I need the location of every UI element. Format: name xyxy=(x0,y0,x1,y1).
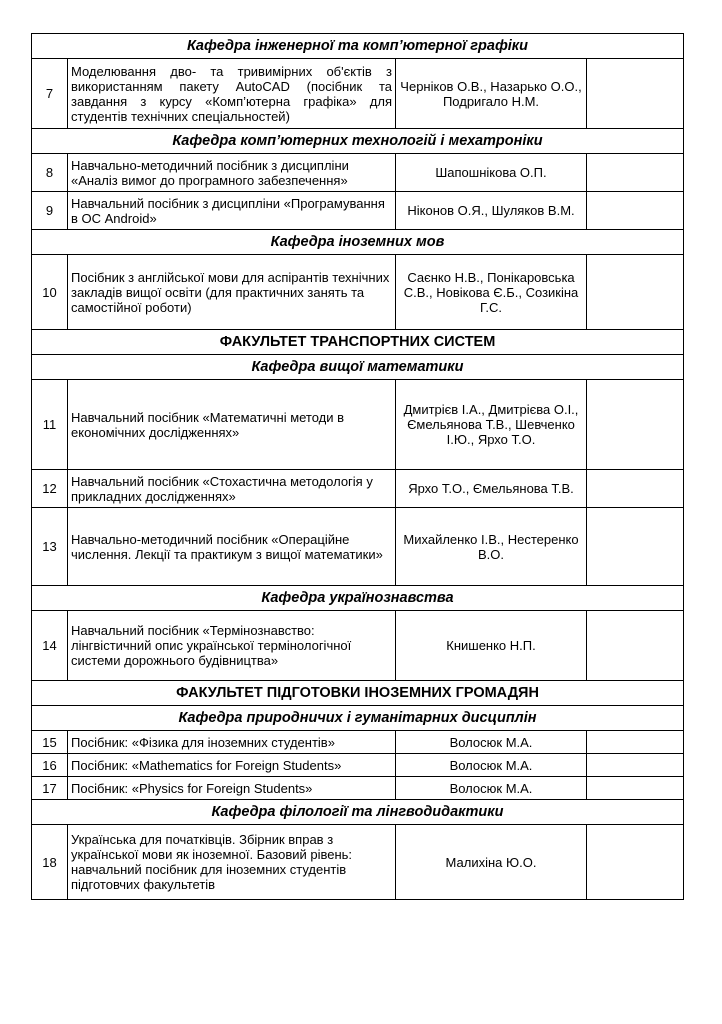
extra-cell xyxy=(587,470,684,508)
row-number: 15 xyxy=(32,731,68,754)
publication-title: Навчально-методичний посібник «Операційне числення. Лекції та практикум з вищої математики» xyxy=(68,508,396,586)
publication-authors: Дмитрієв І.А., Дмитрієва О.І., Ємельянова Т.В., Шевченко І.Ю., Ярхо Т.О. xyxy=(396,380,587,470)
row-number: 17 xyxy=(32,777,68,800)
row-number: 12 xyxy=(32,470,68,508)
publication-authors: Ніконов О.Я., Шуляков В.М. xyxy=(396,192,587,230)
table-row xyxy=(32,255,684,330)
publication-authors: Книшенко Н.П. xyxy=(396,611,587,681)
publications-table xyxy=(31,33,684,900)
extra-cell xyxy=(587,380,684,470)
document-page xyxy=(31,33,683,900)
row-number: 18 xyxy=(32,825,68,900)
publication-title: Навчальний посібник «Термінознавство: лінгвістичний опис української термінологічної системи дорожнього будівництва» xyxy=(68,611,396,681)
faculty-heading: ФАКУЛЬТЕТ ТРАНСПОРТНИХ СИСТЕМ xyxy=(32,330,684,355)
section-row xyxy=(32,34,684,59)
table-row xyxy=(32,777,684,800)
table-row xyxy=(32,754,684,777)
department-heading: Кафедра інженерної та комп’ютерної графіки xyxy=(32,34,684,59)
publication-authors: Ярхо Т.О., Ємельянова Т.В. xyxy=(396,470,587,508)
row-number: 7 xyxy=(32,59,68,129)
faculty-row xyxy=(32,330,684,355)
department-heading: Кафедра комп’ютерних технологій і мехатроніки xyxy=(32,129,684,154)
department-heading: Кафедра філології та лінгводидактики xyxy=(32,800,684,825)
table-row xyxy=(32,611,684,681)
extra-cell xyxy=(587,192,684,230)
publications-table-body xyxy=(32,34,684,900)
extra-cell xyxy=(587,611,684,681)
section-row xyxy=(32,129,684,154)
publication-title: Навчальний посібник «Стохастична методологія у прикладних дослідженнях» xyxy=(68,470,396,508)
table-row xyxy=(32,470,684,508)
publication-title: Посібник: «Фізика для іноземних студентів» xyxy=(68,731,396,754)
extra-cell xyxy=(587,508,684,586)
table-row xyxy=(32,59,684,129)
publication-title: Навчальний посібник «Математичні методи в економічних дослідженнях» xyxy=(68,380,396,470)
table-row xyxy=(32,825,684,900)
extra-cell xyxy=(587,59,684,129)
publication-title: Навчально-методичний посібник з дисципліни «Аналіз вимог до програмного забезпечення» xyxy=(68,154,396,192)
publication-authors: Волосюк М.А. xyxy=(396,754,587,777)
publication-title: Моделювання дво- та тривимірних об'єктів з використанням пакету AutoCAD (посібник та завдання з курсу «Комп’ютерна графіка» для студентів технічних спеціальностей) xyxy=(68,59,396,129)
extra-cell xyxy=(587,154,684,192)
department-heading: Кафедра природничих і гуманітарних дисциплін xyxy=(32,706,684,731)
extra-cell xyxy=(587,825,684,900)
extra-cell xyxy=(587,777,684,800)
section-row xyxy=(32,230,684,255)
publication-title: Посібник з англійської мови для аспірантів технічних закладів вищої освіти (для практичних занять та самостійної роботи) xyxy=(68,255,396,330)
department-heading: Кафедра українознавства xyxy=(32,586,684,611)
publication-title: Навчальний посібник з дисципліни «Програмування в ОС Android» xyxy=(68,192,396,230)
publication-title: Посібник: «Mathematics for Foreign Students» xyxy=(68,754,396,777)
publication-authors: Волосюк М.А. xyxy=(396,777,587,800)
publication-authors: Михайленко І.В., Нестеренко В.О. xyxy=(396,508,587,586)
table-row xyxy=(32,508,684,586)
row-number: 16 xyxy=(32,754,68,777)
section-row xyxy=(32,800,684,825)
publication-authors: Малихіна Ю.О. xyxy=(396,825,587,900)
row-number: 10 xyxy=(32,255,68,330)
section-row xyxy=(32,706,684,731)
section-row xyxy=(32,586,684,611)
table-row xyxy=(32,192,684,230)
row-number: 9 xyxy=(32,192,68,230)
table-row xyxy=(32,380,684,470)
publication-authors: Волосюк М.А. xyxy=(396,731,587,754)
row-number: 13 xyxy=(32,508,68,586)
faculty-row xyxy=(32,681,684,706)
publication-authors: Шапошнікова О.П. xyxy=(396,154,587,192)
row-number: 8 xyxy=(32,154,68,192)
table-row xyxy=(32,731,684,754)
section-row xyxy=(32,355,684,380)
publication-title: Посібник: «Physics for Foreign Students» xyxy=(68,777,396,800)
extra-cell xyxy=(587,754,684,777)
faculty-heading: ФАКУЛЬТЕТ ПІДГОТОВКИ ІНОЗЕМНИХ ГРОМАДЯН xyxy=(32,681,684,706)
publication-authors: Черніков О.В., Назарько О.О., Подригало Н.М. xyxy=(396,59,587,129)
row-number: 14 xyxy=(32,611,68,681)
row-number: 11 xyxy=(32,380,68,470)
department-heading: Кафедра вищої математики xyxy=(32,355,684,380)
extra-cell xyxy=(587,255,684,330)
extra-cell xyxy=(587,731,684,754)
table-row xyxy=(32,154,684,192)
publication-title: Українська для початківців. Збірник вправ з української мови як іноземної. Базовий рівень: навчальний посібник для іноземних студентів підготовчих факультетів xyxy=(68,825,396,900)
department-heading: Кафедра іноземних мов xyxy=(32,230,684,255)
publication-authors: Саєнко Н.В., Понікаровська С.В., Новікова Є.Б., Созикіна Г.С. xyxy=(396,255,587,330)
